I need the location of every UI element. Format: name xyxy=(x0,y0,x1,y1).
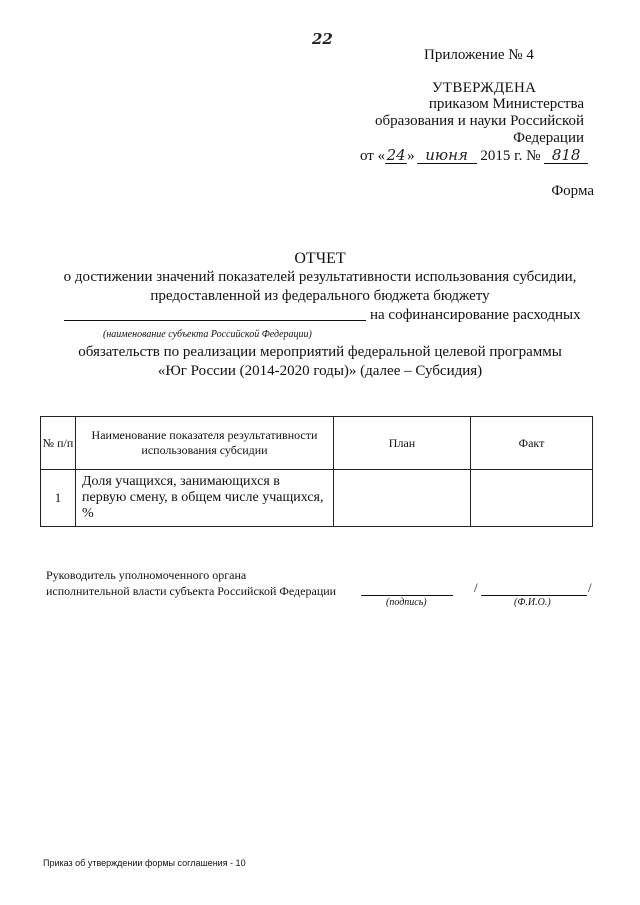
authority-line: приказом Министерства xyxy=(428,96,584,112)
order-year: 2015 г. № xyxy=(480,148,541,164)
obligations-line: «Юг России (2014-2020 годы)» (далее – Субсидия) xyxy=(157,363,483,379)
header-indicator: Наименование показателя результативности использования субсидии xyxy=(76,417,334,470)
header-number: № п/п xyxy=(41,417,76,470)
row-plan-cell[interactable] xyxy=(334,470,471,527)
full-name-blank[interactable] xyxy=(481,595,587,596)
form-label: Форма xyxy=(551,183,594,199)
subtitle-line: о достижении значений показателей результативности использования субсидии, xyxy=(63,269,577,285)
table-header-row xyxy=(41,417,593,470)
authority-line: Федерации xyxy=(513,130,584,146)
signature-caption: (подпись) xyxy=(386,597,427,608)
row-fact-cell[interactable] xyxy=(471,470,593,527)
page-footer: Приказ об утверждении формы соглашения - 10 xyxy=(43,858,246,868)
authority-line: образования и науки Российской xyxy=(374,113,584,129)
slash-right: / xyxy=(588,580,592,595)
report-subtitle xyxy=(40,268,600,306)
report-title: ОТЧЕТ xyxy=(294,250,346,267)
signatory-label xyxy=(46,567,336,599)
table-row xyxy=(41,470,593,527)
order-prefix: от « xyxy=(360,148,386,164)
order-mid: » xyxy=(407,148,415,164)
order-month: июня xyxy=(417,148,477,164)
order-number: 818 xyxy=(544,148,588,164)
order-reference xyxy=(360,148,588,165)
cofinancing-text: на софинансирование расходных xyxy=(370,307,581,323)
obligations-line: обязательств по реализации мероприятий федеральной целевой программы xyxy=(78,344,562,360)
order-day: 24 xyxy=(386,146,406,164)
approved-label: УТВЕРЖДЕНА xyxy=(432,80,537,96)
slash-left: / xyxy=(474,580,478,595)
signatory-line: Руководитель уполномоченного органа xyxy=(46,568,247,582)
row-indicator: Доля учащихся, занимающихся в первую смену, в общем числе учащихся, % xyxy=(76,470,334,527)
subtitle-line: предоставленной из федерального бюджета бюджету xyxy=(150,288,490,304)
obligations-text xyxy=(40,343,600,381)
header-plan: План xyxy=(334,417,471,470)
approving-authority xyxy=(344,96,584,147)
row-number: 1 xyxy=(41,470,76,527)
subject-name-blank[interactable] xyxy=(64,320,366,321)
subject-caption: (наименование субъекта Российской Федерации) xyxy=(103,329,312,340)
header-fact: Факт xyxy=(471,417,593,470)
indicators-table xyxy=(40,416,593,527)
appendix-label: Приложение № 4 xyxy=(424,47,534,63)
signature-blank[interactable] xyxy=(361,595,453,596)
signatory-line: исполнительной власти субъекта Российской Федерации xyxy=(46,584,337,598)
page-number: 22 xyxy=(312,30,333,48)
full-name-caption: (Ф.И.О.) xyxy=(514,597,551,608)
